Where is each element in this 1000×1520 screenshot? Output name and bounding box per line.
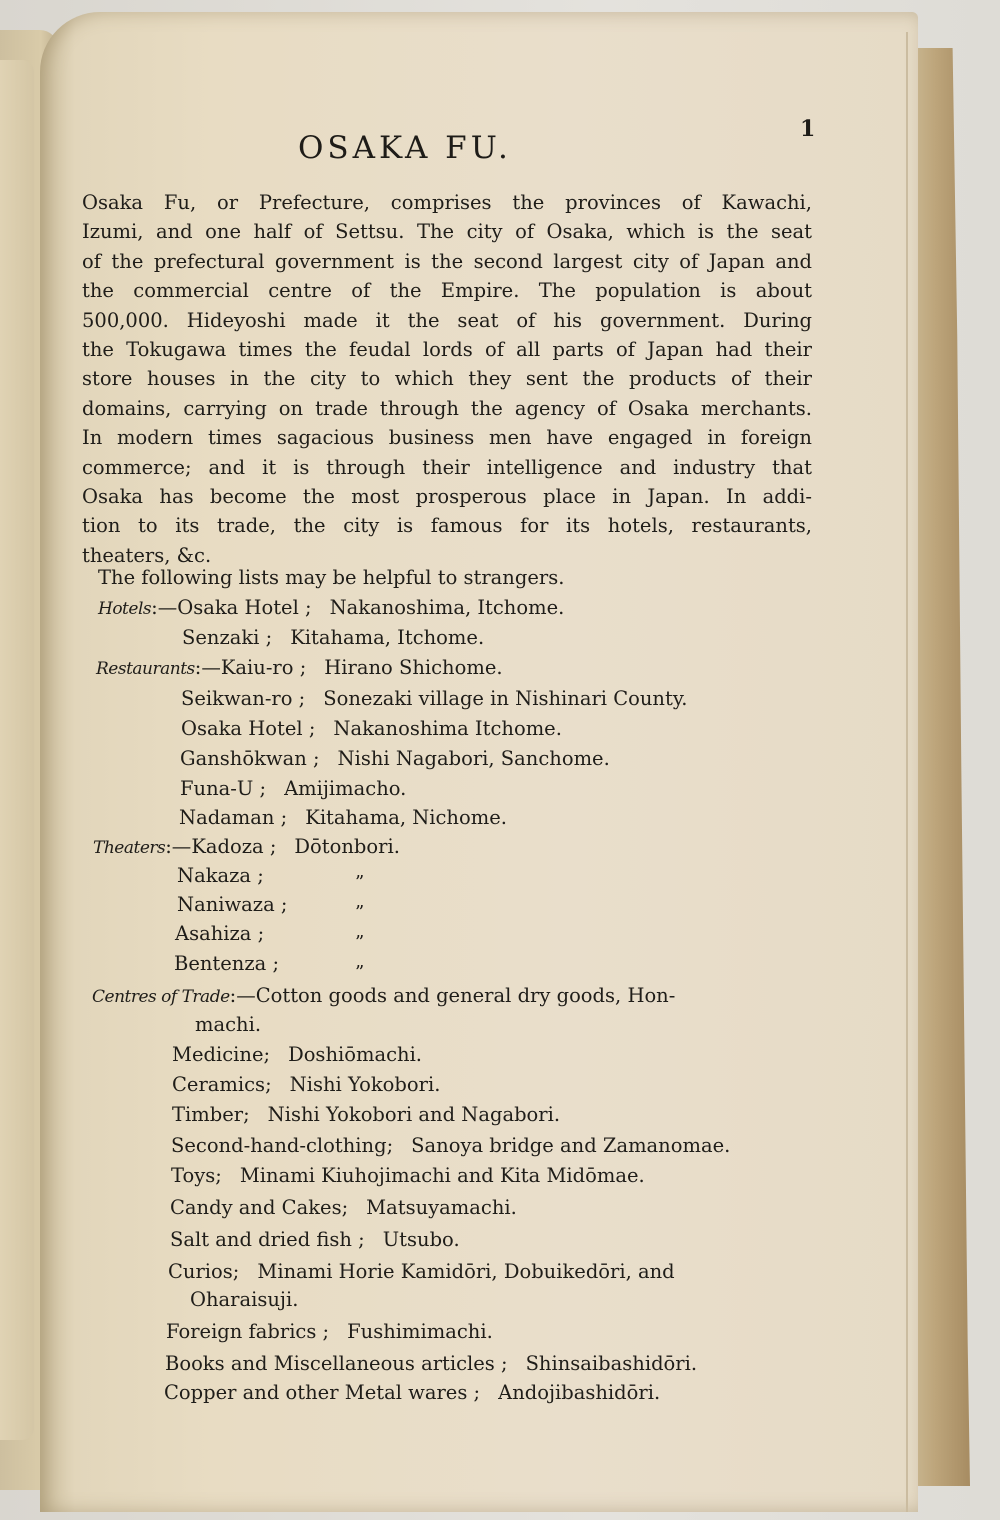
trade-entry xyxy=(92,984,675,1007)
trade-label: Centres of Trade xyxy=(92,987,230,1007)
theater-name: Bentenza ; xyxy=(174,952,280,975)
trade-dash: :— xyxy=(229,984,256,1007)
trade-place: Fushimimachi. xyxy=(347,1320,493,1343)
trade-entry xyxy=(164,1381,660,1404)
hotel-name: Senzaki ; xyxy=(182,626,273,649)
intro-line: theaters, &c. xyxy=(82,543,212,567)
restaurants-entry xyxy=(181,717,562,740)
trade-first-item: Cotton goods and general dry goods, Hon- xyxy=(255,984,676,1007)
trade-place-cont: Oharaisuji. xyxy=(190,1288,299,1311)
trade-entry xyxy=(171,1134,730,1157)
trade-name: Foreign fabrics ; xyxy=(166,1320,330,1343)
intro-line: tion to its trade, the city is famous for its hotels, restaurants, xyxy=(82,514,812,538)
restaurant-place: Nakanoshima Itchome. xyxy=(333,717,562,740)
intro-line: Osaka has become the most prosperous place in Japan. In addi- xyxy=(82,485,812,509)
trade-place: Matsuyamachi. xyxy=(366,1196,517,1219)
trade-entry xyxy=(165,1352,697,1375)
hotels-entry xyxy=(98,596,564,619)
restaurant-place: Amijimacho. xyxy=(284,777,407,800)
trade-first-item-cont: machi. xyxy=(195,1013,262,1036)
page-title: OSAKA FU. xyxy=(298,130,512,166)
trade-entry xyxy=(166,1320,493,1343)
restaurant-name: Seikwan-ro ; xyxy=(181,687,306,710)
trade-place: Nishi Yokobori. xyxy=(289,1073,441,1096)
theaters-label: Theaters xyxy=(93,838,166,858)
hotel-place: Nakanoshima, Itchome. xyxy=(329,596,565,619)
trade-name: Salt and dried fish ; xyxy=(170,1228,365,1251)
intro-line: Izumi, and one half of Settsu. The city of Osaka, which is the seat xyxy=(82,220,812,244)
restaurants-entry xyxy=(180,747,610,770)
hotels-entry xyxy=(182,626,484,649)
trade-entry xyxy=(172,1103,560,1126)
restaurant-place: Nishi Nagabori, Sanchome. xyxy=(337,747,610,770)
restaurants-label: Restaurants xyxy=(96,659,195,679)
trade-name: Ceramics; xyxy=(172,1073,272,1096)
restaurants-entry xyxy=(96,656,503,679)
trade-entry xyxy=(168,1260,675,1283)
trade-place: Utsubo. xyxy=(382,1228,460,1251)
intro-line: In modern times sagacious business men have engaged in foreign xyxy=(82,426,812,450)
trade-name: Medicine; xyxy=(172,1043,271,1066)
trade-name: Curios; xyxy=(168,1260,240,1283)
theater-name: Nakaza ; xyxy=(177,864,264,887)
ditto-mark: ” xyxy=(355,872,365,893)
restaurant-name: Nadaman ; xyxy=(179,806,288,829)
intro-line: Osaka Fu, or Prefecture, comprises the provinces of Kawachi, xyxy=(82,191,812,214)
restaurant-name: Funa-U ; xyxy=(180,777,267,800)
theaters-dash: :— xyxy=(165,835,192,858)
trade-place: Andojibashidōri. xyxy=(498,1381,661,1404)
trade-place: Doshiōmachi. xyxy=(288,1043,423,1066)
trade-place: Sanoya bridge and Zamanomae. xyxy=(411,1134,731,1157)
ditto-mark: ” xyxy=(355,932,365,953)
intro-line: store houses in the city to which they sent the products of their xyxy=(82,367,812,391)
hotel-name: Osaka Hotel ; xyxy=(177,596,312,619)
theater-place: Dōtonbori. xyxy=(294,835,400,858)
restaurant-name: Kaiu-ro ; xyxy=(220,656,307,679)
trade-place: Nishi Yokobori and Nagabori. xyxy=(267,1103,561,1126)
trade-name: Copper and other Metal wares ; xyxy=(164,1381,481,1404)
trade-entry xyxy=(170,1196,517,1219)
trade-entry xyxy=(170,1228,460,1251)
page-number: 1 xyxy=(800,116,816,142)
trade-name: Timber; xyxy=(172,1103,250,1126)
hotel-place: Kitahama, Itchome. xyxy=(290,626,485,649)
ditto-mark: ” xyxy=(355,902,365,923)
restaurants-entry xyxy=(180,777,406,800)
trade-place: Minami Horie Kamidōri, Dobuikedōri, and xyxy=(257,1260,675,1283)
intro-line: the Tokugawa times the feudal lords of all parts of Japan had their xyxy=(82,338,812,362)
intro-lead: The following lists may be helpful to strangers. xyxy=(98,566,565,589)
trade-entry xyxy=(171,1164,645,1187)
intro-line: domains, carrying on trade through the agency of Osaka merchants. xyxy=(82,396,812,420)
intro-line: commerce; and it is through their intelligence and industry that xyxy=(82,455,812,479)
restaurant-name: Ganshōkwan ; xyxy=(180,747,320,770)
theater-name: Asahiza ; xyxy=(175,922,265,945)
hotels-label: Hotels xyxy=(98,599,152,619)
trade-name: Books and Miscellaneous articles ; xyxy=(165,1352,508,1375)
restaurants-dash: :— xyxy=(194,656,221,679)
restaurant-place: Sonezaki village in Nishinari County. xyxy=(323,687,688,710)
trade-name: Candy and Cakes; xyxy=(170,1196,349,1219)
trade-name: Second-hand-clothing; xyxy=(171,1134,394,1157)
restaurant-name: Osaka Hotel ; xyxy=(181,717,316,740)
trade-name: Toys; xyxy=(171,1164,222,1187)
trade-place: Minami Kiuhojimachi and Kita Midōmae. xyxy=(239,1164,645,1187)
trade-place: Shinsaibashidōri. xyxy=(525,1352,698,1375)
ditto-mark: ” xyxy=(355,962,365,983)
intro-line: 500,000. Hideyoshi made it the seat of his government. During xyxy=(82,308,812,332)
restaurant-place: Kitahama, Nichome. xyxy=(305,806,507,829)
intro-line: the commercial centre of the Empire. The population is about xyxy=(82,279,812,303)
trade-entry xyxy=(172,1073,440,1096)
trade-entry xyxy=(172,1043,422,1066)
restaurants-entry xyxy=(179,806,507,829)
intro-line: of the prefectural government is the second largest city of Japan and xyxy=(82,249,812,273)
hotels-dash: :— xyxy=(151,596,178,619)
theater-name: Naniwaza ; xyxy=(177,893,288,916)
theater-name: Kadoza ; xyxy=(191,835,277,858)
restaurants-entry xyxy=(181,687,687,710)
restaurant-place: Hirano Shichome. xyxy=(324,656,503,679)
theaters-entry xyxy=(93,835,400,858)
